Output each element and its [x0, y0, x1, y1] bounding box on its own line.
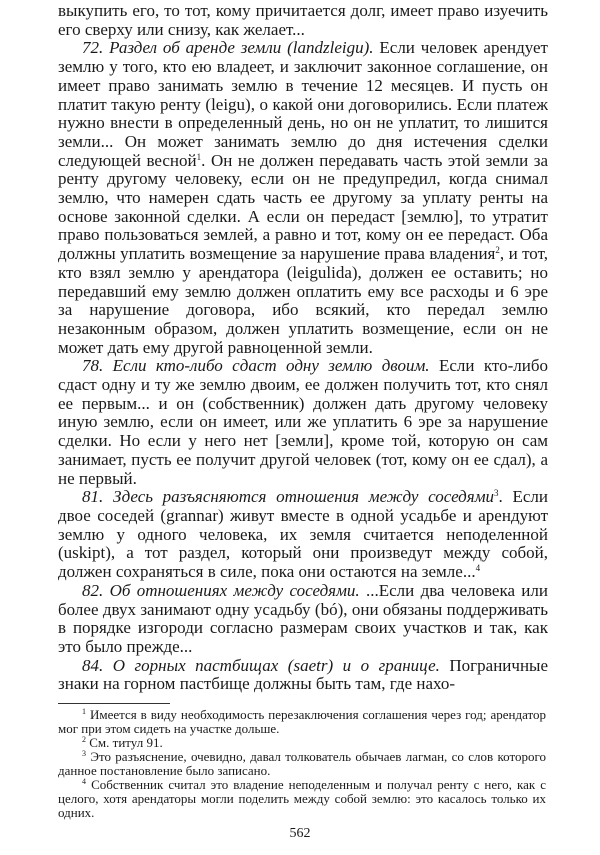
section-84-heading: 84. О горных пастбищах (saetr) и о границе. [82, 655, 440, 675]
section-84-text: Пограничные знаки на горном пастбище должны быть там, где нахо- [58, 655, 549, 694]
footnote-number: 4 [82, 777, 86, 786]
section-72-heading: 72. Раздел об аренде земли (landzleigu). [82, 38, 374, 58]
section-72-text-end: , и тот, кто взял землю у арендатора (leigulida), должен ее оставить; но передавший ему землю должен оплатить ему все расходы и 6 эре за нарушение договора, ибо всякий, кто передал землю незаконным образом, должен уплатить возмещение, если он не может дать ему другой равноценной земли. [58, 244, 548, 357]
section-72-text-cont: . Он не должен передавать часть этой земли за ренту другому человеку, если он не предупредил, когда снимал землю, что намерен сдать часть ее другому за уплату ренты на основе законной сделки. А если он передаст [землю], то утратит право пользоваться землей, а равно и тот, кому он ее передаст. Оба должны уплатить возмещение за нарушение права владения [58, 150, 548, 264]
page-number: 562 [289, 826, 311, 841]
footnote-text: Имеется в виду необходимость перезаключения соглашения через год; арендатор мог при этом сидеть на участке дольше. [58, 707, 547, 736]
section-78 [58, 357, 548, 488]
footnote-text: Это разъяснение, очевидно, давал толкователь обычаев лагман, со слов которого данное постановление было записано. [58, 749, 547, 778]
section-78-text: Если кто-либо сдаст одну и ту же землю двоим, ее должен получить тот, кто снял ее первым... и он (собственник) должен дать другому человеку иную землю, если он имеет, или же уплатить 6 эре за нарушение сделки. Но если у него нет [земли], кроме той, которую он сам занимает, пусть ее получит другой человек (тот, кому он ее сдал), а не первый. [58, 356, 548, 488]
footnote-ref-3: 3 [494, 488, 499, 499]
main-text [58, 2, 548, 694]
footnote-4 [58, 778, 546, 820]
section-84 [58, 657, 548, 694]
footnote-ref-1: 1 [196, 151, 202, 162]
footnote-ref-4: 4 [475, 563, 481, 574]
footnote-number: 3 [82, 749, 86, 758]
section-82 [58, 582, 548, 657]
section-82-heading: 82. Об отношениях между соседями. [82, 580, 360, 600]
paragraph-continuation: выкупить его, то тот, кому причитается долг, имеет право изуечить его сверху или снизу, как желает... [58, 1, 548, 39]
footnote-3 [58, 750, 546, 778]
footnote-number: 2 [82, 735, 86, 744]
section-81-text: . Если двое соседей (grannar) живут вместе в одной усадьбе и арендуют землю у одного человека, их земля считается неподеленной (uskipt), а тот раздел, который они произведут между собой, должен сохраняться в силе, пока они остаются на земле... [58, 487, 549, 582]
section-72 [58, 39, 548, 357]
footnote-divider [58, 703, 170, 704]
section-81 [58, 488, 548, 582]
footnote-text: См. титул 91. [89, 735, 163, 750]
footnote-text: Собственник считал это владение неподеленным и получал ренту с него, как с целого, хотя арендаторы могли поделить между собой землю: это касалось только их одних. [58, 777, 546, 820]
footnote-1 [58, 708, 546, 736]
section-78-heading: 78. Если кто-либо сдаст одну землю двоим. [82, 356, 430, 376]
section-82-text: ...Если два человека или более двух занимают одну усадьбу (bó), они обязаны поддерживать в порядке изгороди согласно размерам своих участков и так, как это было прежде... [58, 580, 548, 656]
footnote-2 [58, 736, 546, 750]
section-72-text: Если человек арендует землю у того, кто ею владеет, и заключит законное соглашение, он имеет право занимать землю в течение 12 месяцев. И пусть он платит такую ренту (leigu), о какой они договорились. Если платеж нужно внести в определенный день, но он не уплатит, то лишится земли... Он может занимать землю до дня истечения сделки следующей весной [58, 38, 548, 170]
footnotes [58, 708, 546, 820]
section-81-heading: 81. Здесь разъясняются отношения между соседями [82, 487, 495, 507]
footnote-number: 1 [82, 707, 86, 716]
footnote-ref-2: 2 [495, 245, 500, 256]
